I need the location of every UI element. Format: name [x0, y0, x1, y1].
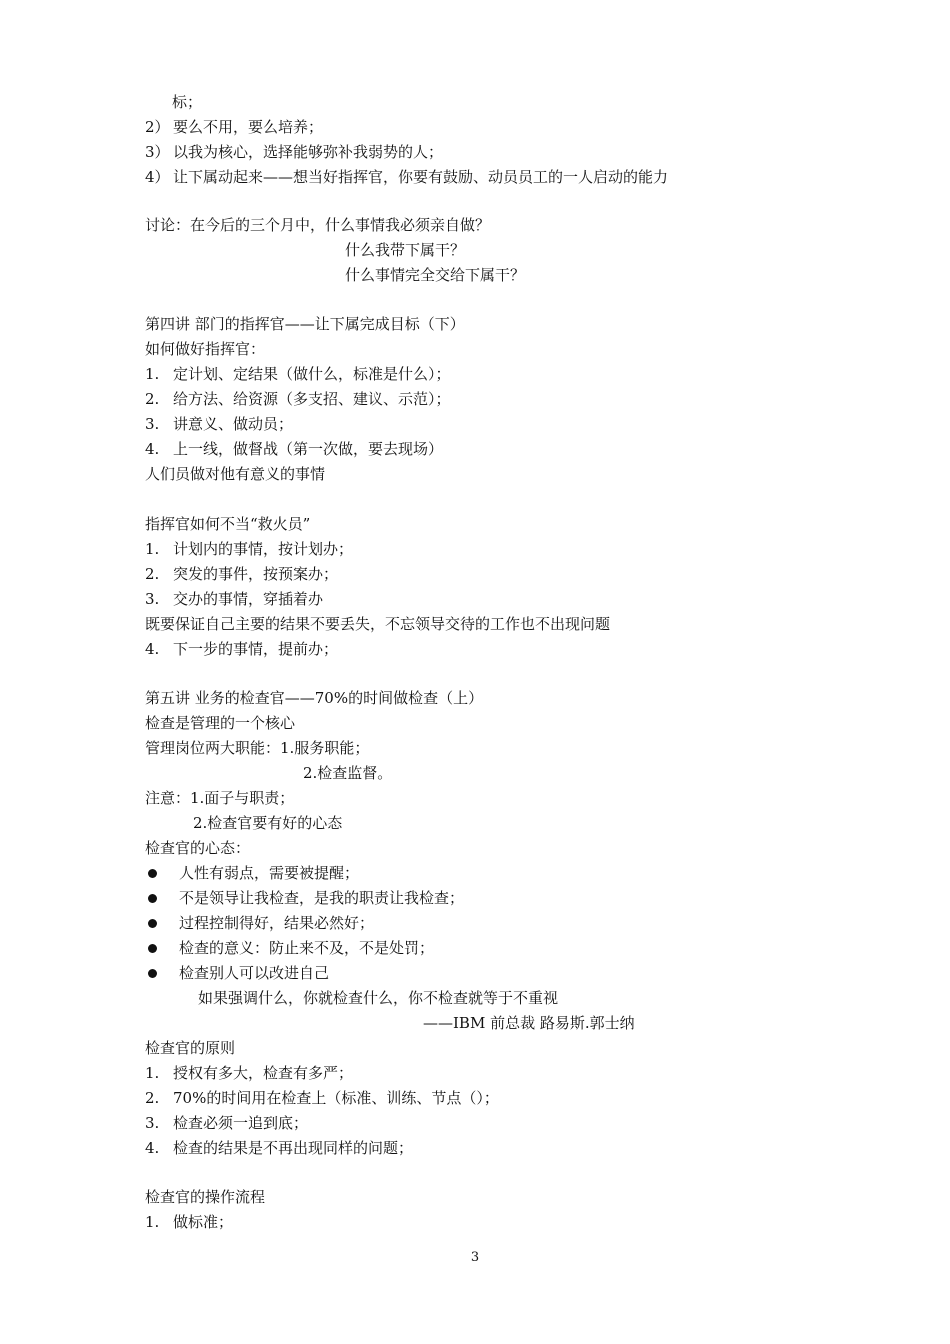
list-number: 4. — [145, 440, 160, 458]
list-text: 下一步的事情，提前办； — [173, 640, 339, 658]
section-heading: 第四讲 部门的指挥官——让下属完成目标（下） — [145, 315, 465, 333]
bullet-icon — [148, 869, 157, 878]
bullet-item — [145, 888, 464, 908]
bullet-item — [145, 963, 329, 983]
list-text: 要么不用，要么培养； — [173, 118, 324, 136]
bullet-item — [145, 938, 434, 958]
list-item — [145, 539, 353, 559]
bullet-icon — [148, 894, 157, 903]
list-item — [145, 1138, 413, 1158]
text-line: 标； — [172, 93, 203, 111]
list-text: 70%的时间用在检查上（标准、训练、节点（）； — [173, 1089, 499, 1107]
quote-attribution: ——IBM 前总裁 路易斯.郭士纳 — [423, 1014, 635, 1032]
list-text: 讲意义、做动员； — [173, 415, 294, 433]
text-line: 检查官的操作流程 — [145, 1188, 266, 1206]
text-line: 检查官的原则 — [145, 1039, 236, 1057]
list-item — [145, 414, 293, 434]
bullet-text: 过程控制得好，结果必然好； — [179, 914, 375, 932]
text-line: 人们员做对他有意义的事情 — [145, 465, 326, 483]
list-item — [145, 1063, 353, 1083]
list-text: 计划内的事情，按计划办； — [173, 540, 354, 558]
bullet-item — [145, 913, 374, 933]
list-text: 检查的结果是不再出现同样的问题； — [173, 1139, 414, 1157]
list-text: 突发的事件，按预案办； — [173, 565, 339, 583]
quote-line: 如果强调什么，你就检查什么，你不检查就等于不重视 — [198, 989, 559, 1007]
list-item — [145, 142, 443, 162]
text-line: 检查是管理的一个核心 — [145, 714, 296, 732]
text-line: 管理岗位两大职能：1.服务职能； — [145, 739, 370, 757]
list-item — [145, 167, 668, 187]
list-text: 定计划、定结果（做什么，标准是什么）； — [173, 365, 451, 383]
list-number: 2. — [145, 390, 160, 408]
list-number: 3. — [145, 1114, 160, 1132]
list-item — [145, 1113, 308, 1133]
list-item — [145, 589, 323, 609]
list-number: 3） — [145, 143, 170, 161]
discussion-line: 什么事情完全交给下属干？ — [345, 266, 526, 284]
page-number: 3 — [470, 1250, 480, 1265]
discussion-line: 什么我带下属干？ — [345, 241, 466, 259]
list-text: 做标准； — [173, 1213, 234, 1231]
text-line: 2.检查监督。 — [303, 764, 393, 782]
list-item — [145, 439, 443, 459]
list-number: 2. — [145, 1089, 160, 1107]
bullet-item — [145, 863, 359, 883]
text-line: 注意：1.面子与职责； — [145, 789, 295, 807]
section-heading: 第五讲 业务的检查官——70%的时间做检查（上） — [145, 689, 484, 707]
list-item — [145, 117, 323, 137]
list-number: 4. — [145, 1139, 160, 1157]
text-line: 指挥官如何不当“救火员” — [145, 515, 311, 533]
list-number: 3. — [145, 590, 160, 608]
list-number: 4. — [145, 640, 160, 658]
list-text: 以我为核心，选择能够弥补我弱势的人； — [173, 143, 444, 161]
text-line: 检查官的心态： — [145, 839, 251, 857]
list-number: 1. — [145, 365, 160, 383]
discussion-line: 讨论：在今后的三个月中，什么事情我必须亲自做？ — [145, 216, 491, 234]
list-text: 让下属动起来——想当好指挥官，你要有鼓励、动员员工的一人启动的能力 — [173, 168, 669, 186]
bullet-icon — [148, 944, 157, 953]
bullet-text: 检查的意义：防止来不及，不是处罚； — [179, 939, 435, 957]
list-text: 上一线，做督战（第一次做，要去现场） — [173, 440, 444, 458]
bullet-text: 检查别人可以改进自己 — [179, 964, 330, 982]
list-number: 3. — [145, 415, 160, 433]
list-number: 2. — [145, 565, 160, 583]
bullet-text: 不是领导让我检查，是我的职责让我检查； — [179, 889, 465, 907]
list-text: 授权有多大，检查有多严； — [173, 1064, 354, 1082]
list-item — [145, 639, 338, 659]
list-number: 1. — [145, 540, 160, 558]
list-item — [145, 1212, 233, 1232]
bullet-text: 人性有弱点，需要被提醒； — [179, 864, 360, 882]
list-item — [145, 1088, 499, 1108]
list-number: 2） — [145, 118, 170, 136]
list-number: 1. — [145, 1213, 160, 1231]
bullet-icon — [148, 969, 157, 978]
list-text: 检查必须一追到底； — [173, 1114, 309, 1132]
list-item — [145, 389, 451, 409]
text-line: 既要保证自己主要的结果不要丢失，不忘领导交待的工作也不出现问题 — [145, 615, 611, 633]
list-item — [145, 564, 338, 584]
list-text: 给方法、给资源（多支招、建议、示范）； — [173, 390, 451, 408]
bullet-icon — [148, 919, 157, 928]
list-number: 1. — [145, 1064, 160, 1082]
text-line: 如何做好指挥官： — [145, 340, 266, 358]
list-item — [145, 364, 451, 384]
text-line: 2.检查官要有好的心态 — [193, 814, 343, 832]
list-number: 4） — [145, 168, 170, 186]
list-text: 交办的事情，穿插着办 — [173, 590, 324, 608]
